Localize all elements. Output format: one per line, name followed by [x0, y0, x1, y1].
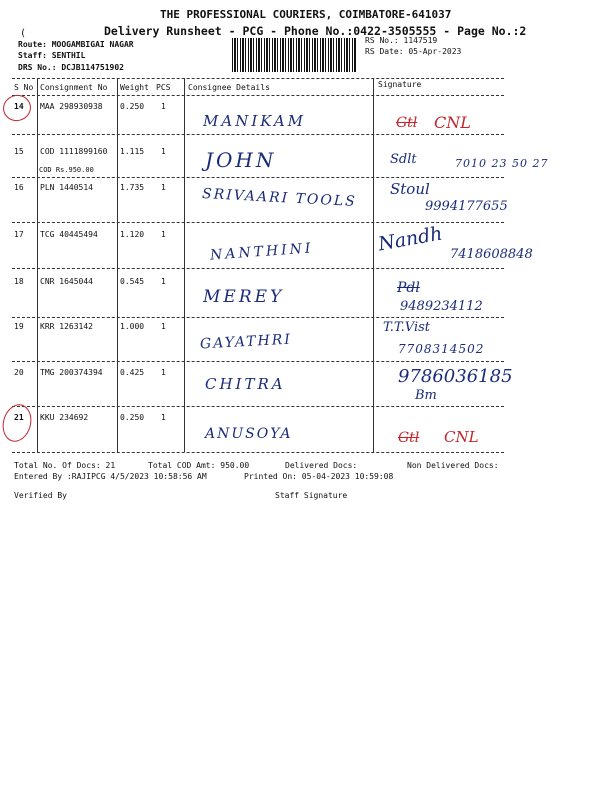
row-rule: [12, 361, 504, 362]
row-18-consignment: CNR 1645044: [40, 277, 93, 286]
row-14-sno: 14: [14, 102, 24, 111]
total-docs: Total No. Of Docs: 21: [14, 461, 116, 470]
route-text: Route: MOOGAMBIGAI NAGAR: [18, 40, 134, 49]
rs-date: RS Date: 05-Apr-2023: [365, 47, 462, 56]
row-20-signature-handwriting: Bm: [415, 388, 437, 403]
row-18-signature-handwriting: Pdl: [397, 280, 420, 296]
row-15-cod-amount: COD Rs.950.00: [39, 166, 94, 174]
total-cod: Total COD Amt: 950.00: [148, 461, 250, 470]
table-top-rule: [12, 78, 504, 79]
row-19-pcs: 1: [161, 322, 166, 331]
row-18-phone-handwriting: 9489234112: [400, 299, 483, 314]
row-21-weight: 0.250: [120, 413, 145, 422]
company-title: THE PROFESSIONAL COURIERS, COIMBATORE-641037: [160, 8, 452, 21]
row-21-consignment: KKU 234692: [40, 413, 89, 422]
row-15-consignment: COD 1111899160: [40, 147, 108, 156]
scan-mark: (: [20, 28, 27, 39]
barcode: [232, 38, 356, 72]
row-19-signature-handwriting: T.T.Vist: [383, 320, 430, 335]
rs-number: RS No.: 1147519: [365, 36, 438, 45]
col-header-pcs: PCS: [156, 83, 171, 92]
row-19-phone-handwriting: 7708314502: [398, 342, 485, 356]
col-header-sno: S No: [14, 83, 34, 92]
runsheet-subtitle: Delivery Runsheet - PCG - Phone No.:0422-3505555 - Page No.:2: [104, 24, 527, 38]
row-20-consignment: TMG 200374394: [40, 368, 103, 377]
row-16-signature-handwriting: Stoul: [390, 180, 430, 198]
row-16-consignment: PLN 1440514: [40, 183, 93, 192]
row-20-consignee-handwriting: CHITRA: [205, 375, 286, 393]
row-20-weight: 0.425: [120, 368, 145, 377]
row-18-sno: 18: [14, 277, 24, 286]
row-21-struck-signature: Gtl: [398, 430, 420, 446]
row-17-sno: 17: [14, 230, 24, 239]
verified-by-label: Verified By: [14, 491, 67, 500]
row-15-pcs: 1: [161, 147, 166, 156]
col-header-weight: Weight: [120, 83, 149, 92]
row-14-consignment: MAA 298930938: [40, 102, 103, 111]
row-15-sno: 15: [14, 147, 24, 156]
red-circle-mark: [0, 92, 34, 124]
row-16-consignee-handwriting: SRIVAARI TOOLS: [201, 185, 358, 211]
row-16-sno: 16: [14, 183, 24, 192]
row-15-signature-handwriting: Sdlt: [390, 152, 417, 167]
row-21-sno: 21: [14, 413, 24, 422]
col-header-signature: Signature: [378, 80, 422, 89]
row-17-pcs: 1: [161, 230, 166, 239]
table-bottom-rule: [12, 452, 504, 453]
red-circle-mark: [0, 401, 35, 445]
non-delivered-docs: Non Delivered Docs:: [407, 461, 499, 470]
row-15-phone-handwriting: 7010 23 50 27: [455, 157, 549, 170]
table-header-rule: [12, 95, 504, 96]
row-15-consignee-handwriting: JOHN: [205, 148, 277, 172]
row-17-weight: 1.120: [120, 230, 145, 239]
staff-text: Staff: SENTHIL: [18, 51, 86, 60]
row-rule: [12, 222, 504, 223]
row-19-consignment: KRR 1263142: [40, 322, 93, 331]
row-rule: [12, 177, 504, 178]
row-rule: [12, 406, 504, 407]
row-14-signature-handwriting: CNL: [434, 113, 471, 132]
row-20-sno: 20: [14, 368, 24, 377]
row-20-pcs: 1: [161, 368, 166, 377]
row-rule: [12, 268, 504, 269]
row-18-weight: 0.545: [120, 277, 145, 286]
row-21-signature-handwriting: CNL: [444, 428, 479, 446]
row-18-consignee-handwriting: MEREY: [203, 287, 285, 307]
row-14-weight: 0.250: [120, 102, 145, 111]
row-rule: [12, 134, 504, 135]
row-14-consignee-handwriting: MANIKAM: [203, 112, 307, 130]
row-14-pcs: 1: [161, 102, 166, 111]
row-16-phone-handwriting: 9994177655: [425, 199, 508, 214]
row-16-weight: 1.735: [120, 183, 145, 192]
row-rule: [12, 317, 504, 318]
row-15-weight: 1.115: [120, 147, 145, 156]
row-21-consignee-handwriting: ANUSOYA: [205, 426, 293, 442]
row-19-consignee-handwriting: GAYATHRI: [199, 331, 293, 353]
row-18-pcs: 1: [161, 277, 166, 286]
row-16-pcs: 1: [161, 183, 166, 192]
drs-number: DRS No.: DCJB114751902: [18, 63, 124, 72]
row-20-phone-handwriting: 9786036185: [398, 366, 513, 387]
entered-by: Entered By :RAJIPCG 4/5/2023 10:58:56 AM: [14, 472, 207, 481]
col-header-consignment: Consignment No: [40, 83, 108, 92]
row-17-phone-handwriting: 7418608848: [450, 247, 533, 262]
row-17-consignee-handwriting: NANTHINI: [209, 240, 314, 264]
row-19-sno: 19: [14, 322, 24, 331]
row-21-pcs: 1: [161, 413, 166, 422]
row-17-consignment: TCG 40445494: [40, 230, 98, 239]
staff-signature-label: Staff Signature: [275, 491, 348, 500]
printed-on: Printed On: 05-04-2023 10:59:08: [244, 472, 394, 481]
row-17-signature-handwriting: Nandh: [376, 222, 445, 256]
col-header-consignee: Consignee Details: [188, 83, 270, 92]
delivered-docs: Delivered Docs:: [285, 461, 358, 470]
row-19-weight: 1.000: [120, 322, 145, 331]
row-14-struck-signature: Gtl: [396, 115, 418, 131]
